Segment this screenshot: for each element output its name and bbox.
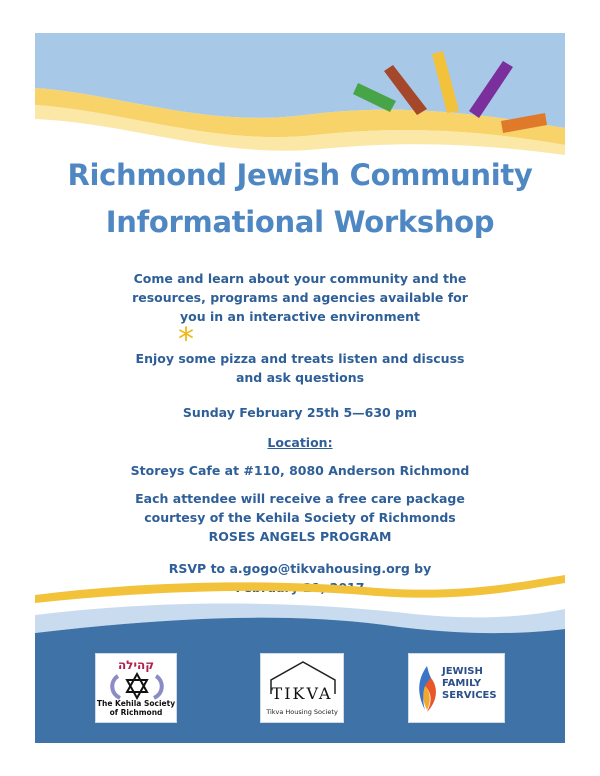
location-label: Location: bbox=[267, 435, 333, 450]
tikva-housing-logo bbox=[260, 653, 344, 723]
rsvp-line-1: RSVP to a.gogo@tikvahousing.org by bbox=[168, 561, 432, 576]
jfs-line-1: JEWISH bbox=[442, 666, 483, 677]
kehila-hebrew-text: קהילה bbox=[117, 658, 155, 672]
intro-paragraph bbox=[35, 269, 565, 326]
kehila-name-text bbox=[96, 699, 176, 717]
care-package-paragraph bbox=[35, 489, 565, 527]
title-line-2: Informational Workshop bbox=[105, 205, 495, 239]
star-of-david-wreath-icon bbox=[96, 671, 178, 701]
jfs-line-3: SERVICES bbox=[442, 690, 497, 701]
care-package-line-2: courtesy of the Kehila Society of Richmonds bbox=[144, 510, 456, 525]
food-line-2: and ask questions bbox=[235, 370, 365, 385]
event-date: Sunday February 25th 5—630 pm bbox=[182, 405, 418, 420]
program-name: ROSES ANGELS PROGRAM bbox=[208, 529, 392, 544]
jewish-family-services-logo bbox=[408, 653, 505, 723]
kehila-name-line-1: The Kehila Society bbox=[96, 699, 176, 708]
intro-line-3: you in an interactive environment bbox=[180, 309, 420, 324]
tikva-subtitle: Tikva Housing Society bbox=[266, 708, 338, 716]
kehila-society-logo bbox=[95, 653, 177, 723]
tikva-wordmark: TIKVA bbox=[271, 684, 333, 703]
asterisk-icon: * bbox=[178, 320, 194, 358]
care-package-line-1: Each attendee will receive a free care package bbox=[135, 491, 465, 506]
kehila-name-line-2: of Richmond bbox=[109, 708, 163, 717]
jfs-line-2: FAMILY bbox=[442, 678, 482, 689]
flame-icon bbox=[413, 664, 441, 714]
location-address: Storeys Cafe at #110, 8080 Anderson Richmond bbox=[130, 463, 470, 478]
jfs-name-text bbox=[442, 666, 497, 702]
intro-line-2: resources, programs and agencies available for bbox=[132, 290, 468, 305]
food-line-1: Enjoy some pizza and treats listen and discuss bbox=[135, 351, 465, 366]
food-paragraph bbox=[35, 349, 565, 387]
title-line-1: Richmond Jewish Community bbox=[67, 158, 533, 192]
flyer bbox=[35, 33, 565, 743]
intro-line-1: Come and learn about your community and the bbox=[133, 271, 467, 286]
